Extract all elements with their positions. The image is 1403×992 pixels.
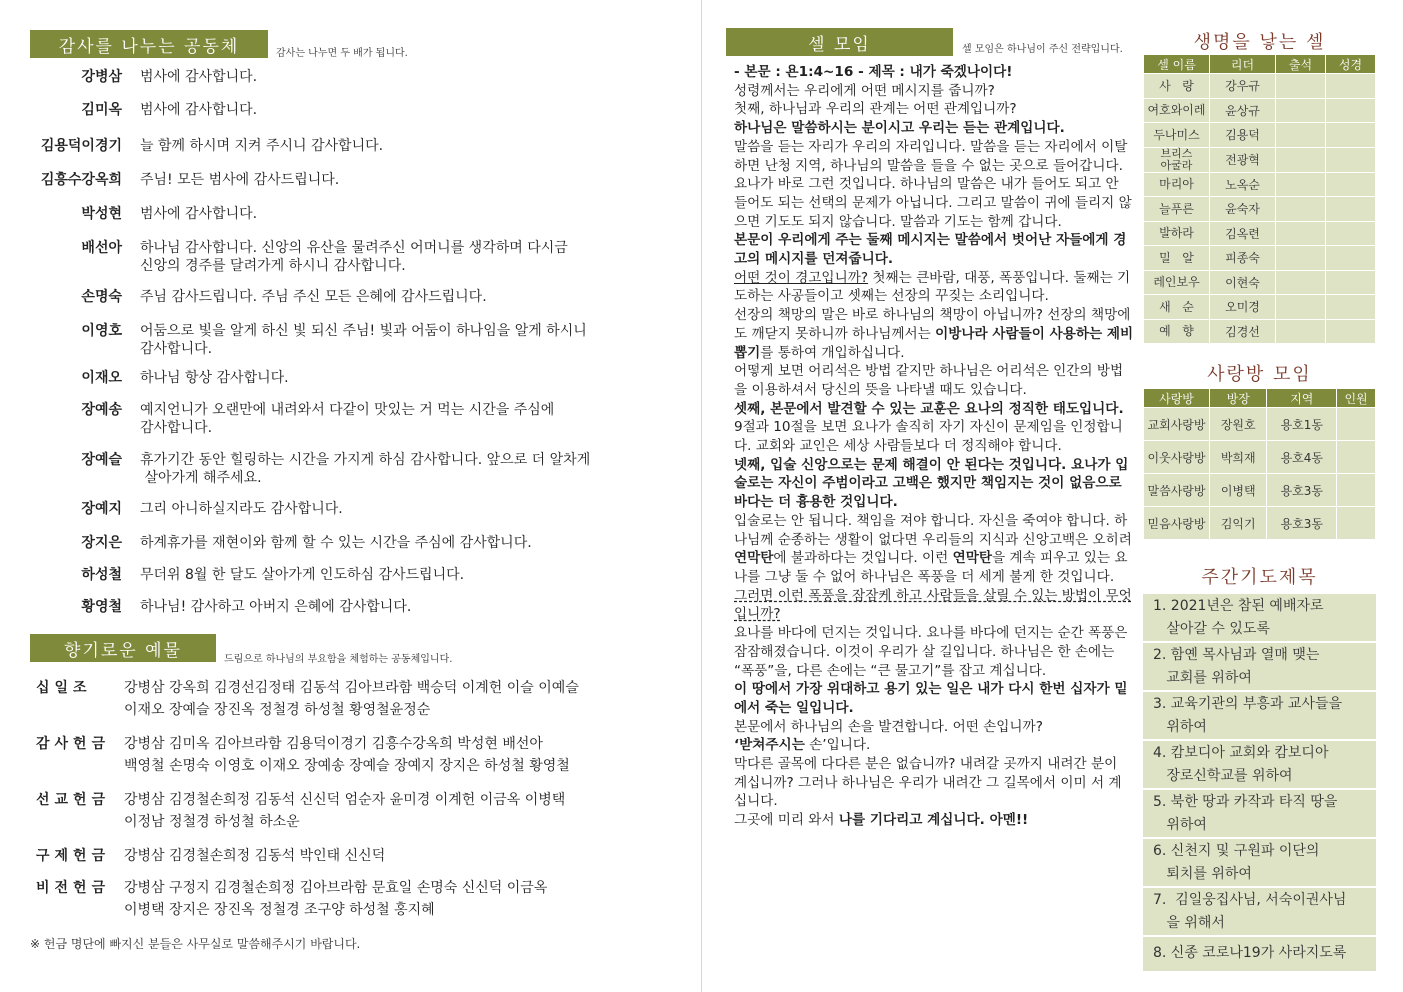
prayer-line: 2. 함옌 목사님과 열매 맺는 bbox=[1153, 647, 1320, 663]
room-table-header: 지역 bbox=[1267, 389, 1337, 408]
thanks-message-line: 주님 감사드립니다. 주님 주신 모든 은혜에 감사드립니다. bbox=[140, 289, 487, 305]
cell-leader: 윤상규 bbox=[1210, 98, 1276, 123]
sermon-paragraph bbox=[734, 119, 1134, 138]
sermon-paragraph bbox=[734, 269, 1134, 306]
prayer-line: 1. 2021년은 참된 예배자로 bbox=[1153, 598, 1324, 614]
prayer-item bbox=[1143, 594, 1376, 643]
offering-type: 십일조 bbox=[36, 680, 92, 696]
prayer-line: 퇴치를 위하여 bbox=[1153, 866, 1252, 882]
prayer-line: 6. 신천지 및 구원파 이단의 bbox=[1153, 843, 1320, 859]
cell-table-header: 출석 bbox=[1276, 55, 1326, 74]
thanks-message bbox=[140, 239, 670, 275]
offering-type: 선교헌금 bbox=[36, 792, 111, 808]
sermon-text: 어떤 것이 경고입니까? bbox=[734, 269, 869, 286]
thanks-name: 장지은 bbox=[81, 535, 122, 551]
offering-names-line: 강병삼 김미옥 김아브라함 김용덕이경기 김흥수강옥희 박성현 배선아 bbox=[124, 736, 543, 752]
cell-bible bbox=[1326, 147, 1376, 172]
sermon-text: 어떻게 보면 어리석은 방법 같지만 하나님은 어리석은 인간의 방법을 이용하셔서 당신의 뜻을 나타낼 때도 있습니다. bbox=[734, 363, 1124, 398]
offering-names-line: 백영철 손명숙 이영호 이재오 장예송 장예슬 장예지 장지은 하성철 황영철 bbox=[124, 758, 570, 774]
thanks-message bbox=[140, 322, 670, 358]
thanks-name: 하성철 bbox=[81, 567, 122, 583]
thanks-name: 이영호 bbox=[81, 323, 122, 339]
sermon-text: 손’입니다. bbox=[804, 737, 871, 754]
cell-bible bbox=[1326, 74, 1376, 99]
thanks-name: 김흥수강옥희 bbox=[40, 172, 122, 188]
prayer-item bbox=[1143, 839, 1376, 888]
thanks-name: 배선아 bbox=[81, 240, 122, 256]
table-row bbox=[1144, 319, 1376, 344]
thanks-message bbox=[140, 288, 670, 306]
sermon-text: 선장의 책망의 말은 바로 하나님의 책망이 아닙니까? 선장의 책망에도 깨닫지 못하니까 하나님께서는 bbox=[734, 307, 1131, 342]
prayer-line: 7. 김일웅집사님, 서숙이권사님 bbox=[1153, 892, 1347, 908]
prayer-item bbox=[1143, 692, 1376, 741]
thanks-name: 강병삼 bbox=[81, 69, 122, 85]
cell-bible bbox=[1326, 98, 1376, 123]
table-row bbox=[1144, 441, 1376, 474]
offering-names bbox=[124, 789, 684, 833]
sermon-paragraph bbox=[734, 418, 1134, 455]
cell-name: 레인보우 bbox=[1144, 270, 1210, 295]
table-row bbox=[1144, 98, 1376, 123]
sermon-paragraph bbox=[734, 456, 1134, 512]
thanks-name: 박성현 bbox=[81, 206, 122, 222]
offering-type: 비전헌금 bbox=[36, 880, 111, 896]
sermon-paragraph bbox=[734, 82, 1134, 101]
cell-name: 새 순 bbox=[1144, 295, 1210, 320]
sermon-paragraph bbox=[734, 138, 1134, 232]
thanks-name: 김용덕이경기 bbox=[40, 138, 122, 154]
sermon-paragraph bbox=[734, 755, 1134, 811]
cell-bible bbox=[1326, 270, 1376, 295]
table-row bbox=[1144, 408, 1376, 441]
sermon-text: 하나님은 말씀하시는 분이시고 우리는 듣는 관계입니다. bbox=[734, 120, 1065, 137]
room-name: 이웃사랑방 bbox=[1144, 441, 1210, 474]
cell-table-header: 셀 이름 bbox=[1144, 55, 1210, 74]
offering-names-line: 강병삼 김경철손희정 김동석 신신덕 엄순자 윤미경 이계헌 이금옥 이병택 bbox=[124, 792, 566, 808]
thanks-message-line: 그리 아니하실지라도 감사합니다. bbox=[140, 501, 343, 517]
sermon-paragraph bbox=[734, 624, 1134, 680]
room-name: 말씀사랑방 bbox=[1144, 474, 1210, 507]
room-table bbox=[1143, 388, 1376, 540]
thanks-name: 장예슬 bbox=[81, 452, 122, 468]
offering-names bbox=[124, 845, 684, 867]
sermon-paragraph bbox=[734, 231, 1134, 268]
thanks-message bbox=[140, 500, 670, 518]
cell-meeting-subtitle: 셀 모임은 하나님이 주신 전략입니다. bbox=[962, 44, 1123, 55]
page-divider bbox=[701, 0, 702, 992]
thanks-message-line: 신앙의 경주를 달려가게 하시니 감사합니다. bbox=[140, 258, 406, 274]
prayer-item bbox=[1143, 888, 1376, 937]
thanks-message bbox=[140, 534, 670, 552]
thanks-message bbox=[140, 451, 670, 487]
cell-meeting-header: 셀 모임 bbox=[726, 28, 953, 56]
offering-type: 감사헌금 bbox=[36, 736, 111, 752]
room-leader: 김익기 bbox=[1210, 507, 1267, 540]
cell-table-header: 리더 bbox=[1210, 55, 1276, 74]
thanks-name: 이재오 bbox=[81, 370, 122, 386]
offering-section-subtitle: 드림으로 하나님의 부요함을 체험하는 공동체입니다. bbox=[224, 654, 453, 665]
thanks-message bbox=[140, 101, 670, 119]
sermon-text: 에 불과하다는 것입니다. 이런 bbox=[773, 550, 953, 567]
cell-name: 브리스 아굴라 bbox=[1144, 147, 1210, 172]
offering-names-line: 강병삼 구정지 김경철손희정 김아브라함 문효일 손명숙 신신덕 이금옥 bbox=[124, 880, 548, 896]
sermon-text: 첫째는 큰바람, 대풍, 폭풍입니다. 둘째는 기도하는 사공들이고 셋째는 선장의 꾸짖는 소리입니다. bbox=[734, 269, 1131, 305]
sermon-text: 넷째, 입술 신앙으로는 문제 해결이 안 된다는 것입니다. 요나가 입술로는 자신이 주범이라고 고백은 했지만 책임지는 것이 없음으로 바다는 더 흉용한 것입니다. bbox=[734, 456, 1129, 511]
cell-leader: 노옥순 bbox=[1210, 172, 1276, 197]
offering-section-header: 향기로운 예물 bbox=[30, 634, 216, 662]
sermon-paragraph bbox=[734, 718, 1134, 737]
thanks-message-line: 범사에 감사합니다. bbox=[140, 206, 258, 222]
room-count bbox=[1337, 507, 1376, 540]
thanks-name: 장예송 bbox=[81, 402, 122, 418]
sermon-text: 그러면 이런 폭풍을 잠잠케 하고 사람들을 살릴 수 있는 방법이 무엇입니까? bbox=[734, 587, 1132, 623]
sermon-text: 연막탄 bbox=[734, 550, 774, 567]
cell-bible bbox=[1326, 246, 1376, 271]
cell-leader: 전광혁 bbox=[1210, 147, 1276, 172]
prayer-line: 위하여 bbox=[1153, 817, 1207, 833]
offering-names bbox=[124, 677, 684, 721]
cell-attendance bbox=[1276, 123, 1326, 148]
table-row bbox=[1144, 197, 1376, 222]
thanks-message bbox=[140, 401, 670, 437]
table-row bbox=[1144, 123, 1376, 148]
prayer-item bbox=[1143, 790, 1376, 839]
cell-attendance bbox=[1276, 221, 1326, 246]
prayer-line: 장로신학교를 위하여 bbox=[1153, 768, 1293, 784]
prayer-list bbox=[1143, 594, 1376, 973]
thanks-message-line: 하나님 항상 감사합니다. bbox=[140, 370, 289, 386]
cell-name: 예 향 bbox=[1144, 319, 1210, 344]
cell-name: 사 랑 bbox=[1144, 74, 1210, 99]
thanks-message-line: 하나님! 감사하고 아버지 은혜에 감사합니다. bbox=[140, 599, 412, 615]
cell-leader: 이현숙 bbox=[1210, 270, 1276, 295]
sermon-text: 이방나라 사람들이 사용하는 제비뽑기 bbox=[734, 325, 1134, 361]
thanks-message-line: 늘 함께 하시며 지켜 주시니 감사합니다. bbox=[140, 138, 384, 154]
sermon-text: ‘받쳐주시는 bbox=[734, 737, 805, 754]
cell-leader: 김용덕 bbox=[1210, 123, 1276, 148]
offering-type: 구제헌금 bbox=[36, 848, 111, 864]
thanks-name: 황영철 bbox=[81, 599, 122, 615]
room-area: 용호3동 bbox=[1267, 474, 1337, 507]
room-table-header: 사랑방 bbox=[1144, 389, 1210, 408]
sermon-text: 9절과 10절을 보면 요나가 솔직히 자기 자신이 문제임을 인정합니다. 교회와 교인은 세상 사람들보다 더 정직해야 합니다. bbox=[734, 419, 1123, 455]
cell-leader: 피종숙 bbox=[1210, 246, 1276, 271]
room-name: 믿음사랑방 bbox=[1144, 507, 1210, 540]
cell-name: 여호와이레 bbox=[1144, 98, 1210, 123]
sermon-text: 이 땅에서 가장 위대하고 용기 있는 일은 내가 다시 한번 십자가 밑에서 죽는 일입니다. bbox=[734, 681, 1128, 716]
thanks-message-line: 어둠으로 빛을 알게 하신 빛 되신 주님! 빛과 어둠이 하나임을 알게 하시니 bbox=[140, 323, 587, 339]
cell-list-title: 생명을 낳는 셀 bbox=[1193, 32, 1326, 53]
cell-name: 두나미스 bbox=[1144, 123, 1210, 148]
sermon-paragraph bbox=[734, 587, 1134, 624]
sermon-text: 말씀을 듣는 자리가 우리의 자리입니다. 말씀을 듣는 자리에서 이탈하면 난청 지역, 하나님의 말씀을 들을 수 없는 곳으로 들어갑니다. 요나가 바로 그런 것입니다. 하나님의 말씀은 내가 들어도 되고 안 들어도 되는 선택의 문제가 아닙니다. 그리고 말씀이 귀에 들리지 않으면 기도도 되지 않습니다. 말씀과 기도는 함께 갑니다. bbox=[734, 138, 1132, 230]
table-row bbox=[1144, 172, 1376, 197]
cell-name: 마리아 bbox=[1144, 172, 1210, 197]
room-table-header: 방장 bbox=[1210, 389, 1267, 408]
offering-names bbox=[124, 877, 684, 921]
cell-bible bbox=[1326, 221, 1376, 246]
cell-attendance bbox=[1276, 295, 1326, 320]
thanks-message-line: 하나님 감사합니다. 신앙의 유산을 물려주신 어머니를 생각하며 다시금 bbox=[140, 240, 568, 256]
prayer-item bbox=[1143, 937, 1376, 973]
table-row bbox=[1144, 295, 1376, 320]
prayer-item bbox=[1143, 741, 1376, 790]
table-row bbox=[1144, 221, 1376, 246]
thanks-message bbox=[140, 566, 670, 584]
cell-attendance bbox=[1276, 74, 1326, 99]
room-area: 용호1동 bbox=[1267, 408, 1337, 441]
sermon-text: 본문에서 하나님의 손을 발견합니다. 어떤 손입니까? bbox=[734, 718, 1043, 735]
thanks-section-header: 감사를 나누는 공동체 bbox=[30, 30, 268, 58]
thanks-message-line: 무더위 8월 한 달도 살아가게 인도하심 감사드립니다. bbox=[140, 567, 465, 583]
sermon-text: 연막탄 bbox=[952, 550, 992, 567]
room-count bbox=[1337, 408, 1376, 441]
table-row bbox=[1144, 246, 1376, 271]
thanks-name: 손명숙 bbox=[81, 289, 122, 305]
sermon-paragraph bbox=[734, 306, 1134, 362]
thanks-message-line: 주님! 모든 범사에 감사드립니다. bbox=[140, 172, 340, 188]
prayer-list-title: 주간기도제목 bbox=[1201, 567, 1318, 588]
prayer-item bbox=[1143, 643, 1376, 692]
cell-bible bbox=[1326, 172, 1376, 197]
sermon-text: 입술로는 안 됩니다. 책임을 져야 합니다. 자신을 죽여야 합니다. 하나님께 순종하는 생활이 없다면 우리들의 지식과 신앙고백은 오히려 bbox=[734, 512, 1132, 548]
table-row bbox=[1144, 507, 1376, 540]
cell-leader: 김옥련 bbox=[1210, 221, 1276, 246]
thanks-message-line: 하계휴가를 재현이와 함께 할 수 있는 시간을 주심에 감사합니다. bbox=[140, 535, 532, 551]
cell-attendance bbox=[1276, 270, 1326, 295]
table-row bbox=[1144, 147, 1376, 172]
room-name: 교회사랑방 bbox=[1144, 408, 1210, 441]
cell-name: 늘푸른 bbox=[1144, 197, 1210, 222]
offering-names-line: 이정남 정철경 하성철 하소운 bbox=[124, 814, 300, 830]
sermon-paragraph bbox=[734, 736, 1134, 755]
thanks-message-line: 감사합니다. bbox=[140, 420, 213, 436]
cell-leader: 김경선 bbox=[1210, 319, 1276, 344]
cell-attendance bbox=[1276, 147, 1326, 172]
cell-attendance bbox=[1276, 246, 1326, 271]
prayer-line: 3. 교육기관의 부흥과 교사들을 bbox=[1153, 696, 1342, 712]
thanks-message-line: 감사합니다. bbox=[140, 341, 213, 357]
room-list-title: 사랑방 모임 bbox=[1207, 364, 1312, 385]
offering-footnote: ※ 헌금 명단에 빠지신 분들은 사무실로 말씀해주시기 바랍니다. bbox=[30, 937, 361, 951]
thanks-message-line: 살아가게 해주세요. bbox=[140, 470, 262, 486]
cell-attendance bbox=[1276, 98, 1326, 123]
cell-attendance bbox=[1276, 197, 1326, 222]
table-row bbox=[1144, 474, 1376, 507]
sermon-text: 첫째, 하나님과 우리의 관계는 어떤 관계입니까? bbox=[734, 101, 1017, 118]
cell-name: 밀 알 bbox=[1144, 246, 1210, 271]
room-leader: 이병택 bbox=[1210, 474, 1267, 507]
cell-bible bbox=[1326, 123, 1376, 148]
thanks-message bbox=[140, 171, 670, 189]
offering-names-line: 강병삼 김경철손희정 김동석 박인태 신신덕 bbox=[124, 848, 386, 864]
table-row bbox=[1144, 270, 1376, 295]
prayer-line: 교회를 위하여 bbox=[1153, 670, 1252, 686]
offering-names-line: 강병삼 강옥희 김경선김정태 김동석 김아브라함 백승덕 이계헌 이슬 이예슬 bbox=[124, 680, 579, 696]
sermon-text: 본문이 우리에게 주는 둘째 메시지는 말씀에서 벗어난 자들에게 경고의 메시지를 던져줍니다. bbox=[734, 232, 1127, 268]
room-leader: 박희재 bbox=[1210, 441, 1267, 474]
thanks-message-line: 범사에 감사합니다. bbox=[140, 102, 258, 118]
room-leader: 장원호 bbox=[1210, 408, 1267, 441]
sermon-paragraph bbox=[734, 100, 1134, 119]
cell-name: 발하라 bbox=[1144, 221, 1210, 246]
cell-leader: 오미경 bbox=[1210, 295, 1276, 320]
thanks-name: 김미옥 bbox=[81, 102, 122, 118]
cell-attendance bbox=[1276, 172, 1326, 197]
prayer-line: 살아갈 수 있도록 bbox=[1153, 621, 1270, 637]
cell-bible bbox=[1326, 197, 1376, 222]
sermon-passage: - 본문 : 욘1:4~16 - 제목 : 내가 죽겠나이다! bbox=[734, 64, 1013, 80]
prayer-line: 4. 캄보디아 교회와 캄보디아 bbox=[1153, 745, 1329, 761]
cell-attendance bbox=[1276, 319, 1326, 344]
sermon-paragraph bbox=[734, 512, 1134, 587]
sermon-text: 요나를 바다에 던지는 것입니다. 요나를 바다에 던지는 순간 폭풍은 잠잠해졌습니다. 이것이 우리가 살 길입니다. 하나님은 한 손에는 “폭풍”을, 다른 손에는 “큰 물고기”를 잡고 계십니다. bbox=[734, 625, 1128, 679]
table-row bbox=[1144, 74, 1376, 99]
sermon-text: 나를 기다리고 계십니다. 아멘!! bbox=[838, 812, 1029, 829]
sermon-text: 을 계속 피우고 있는 요나를 그냥 둘 수 없어 하나님은 폭풍을 더 세게 불게 한 것입니다. bbox=[734, 550, 1128, 585]
thanks-message bbox=[140, 205, 670, 223]
thanks-message bbox=[140, 137, 670, 155]
sermon-notes bbox=[734, 63, 1134, 830]
thanks-message bbox=[140, 369, 670, 387]
thanks-message-line: 휴가기간 동안 힐링하는 시간을 가지게 하심 감사합니다. 앞으로 더 알차게 bbox=[140, 452, 591, 468]
cell-leader: 윤숙자 bbox=[1210, 197, 1276, 222]
prayer-line: 5. 북한 땅과 카작과 타직 땅을 bbox=[1153, 794, 1338, 810]
sermon-text: 성령께서는 우리에게 어떤 메시지를 줍니까? bbox=[734, 82, 995, 99]
thanks-message-line: 예지언니가 오랜만에 내려와서 다같이 맛있는 거 먹는 시간을 주심에 bbox=[140, 402, 555, 418]
thanks-message-line: 범사에 감사합니다. bbox=[140, 69, 258, 85]
sermon-paragraph bbox=[734, 400, 1134, 419]
cell-table bbox=[1143, 54, 1376, 344]
sermon-text: 셋째, 본문에서 발견할 수 있는 교훈은 요나의 정직한 태도입니다. bbox=[734, 400, 1124, 417]
thanks-message bbox=[140, 68, 670, 86]
cell-leader: 강우규 bbox=[1210, 74, 1276, 99]
prayer-line: 위하여 bbox=[1153, 719, 1207, 735]
cell-bible bbox=[1326, 319, 1376, 344]
sermon-text: 를 통하여 개입하십니다. bbox=[760, 344, 905, 361]
sermon-text: 그곳에 미리 와서 bbox=[734, 812, 839, 829]
sermon-paragraph bbox=[734, 680, 1134, 717]
room-area: 용호4동 bbox=[1267, 441, 1337, 474]
cell-bible bbox=[1326, 295, 1376, 320]
room-count bbox=[1337, 441, 1376, 474]
thanks-message bbox=[140, 598, 670, 616]
prayer-line: 8. 신종 코로나19가 사라지도록 bbox=[1153, 945, 1347, 961]
thanks-name: 장예지 bbox=[81, 501, 122, 517]
sermon-text: 막다른 골목에 다다른 분은 없습니까? 내려갈 곳까지 내려간 분이 계십니까? 그러나 하나님은 우리가 내려간 그 길목에서 이미 서 계십니다. bbox=[734, 756, 1122, 810]
room-area: 용호3동 bbox=[1267, 507, 1337, 540]
thanks-section-subtitle: 감사는 나누면 두 배가 됩니다. bbox=[276, 48, 408, 59]
offering-names-line: 이병택 장지은 장진옥 정철경 조구양 하성철 홍지혜 bbox=[124, 902, 435, 918]
offering-names-line: 이재오 장예슬 장진옥 정철경 하성철 황영철윤정순 bbox=[124, 702, 431, 718]
sermon-paragraph bbox=[734, 362, 1134, 399]
room-count bbox=[1337, 474, 1376, 507]
prayer-line: 을 위해서 bbox=[1153, 915, 1225, 931]
cell-table-header: 성경 bbox=[1326, 55, 1376, 74]
sermon-paragraph bbox=[734, 811, 1134, 830]
offering-names bbox=[124, 733, 684, 777]
room-table-header: 인원 bbox=[1337, 389, 1376, 408]
